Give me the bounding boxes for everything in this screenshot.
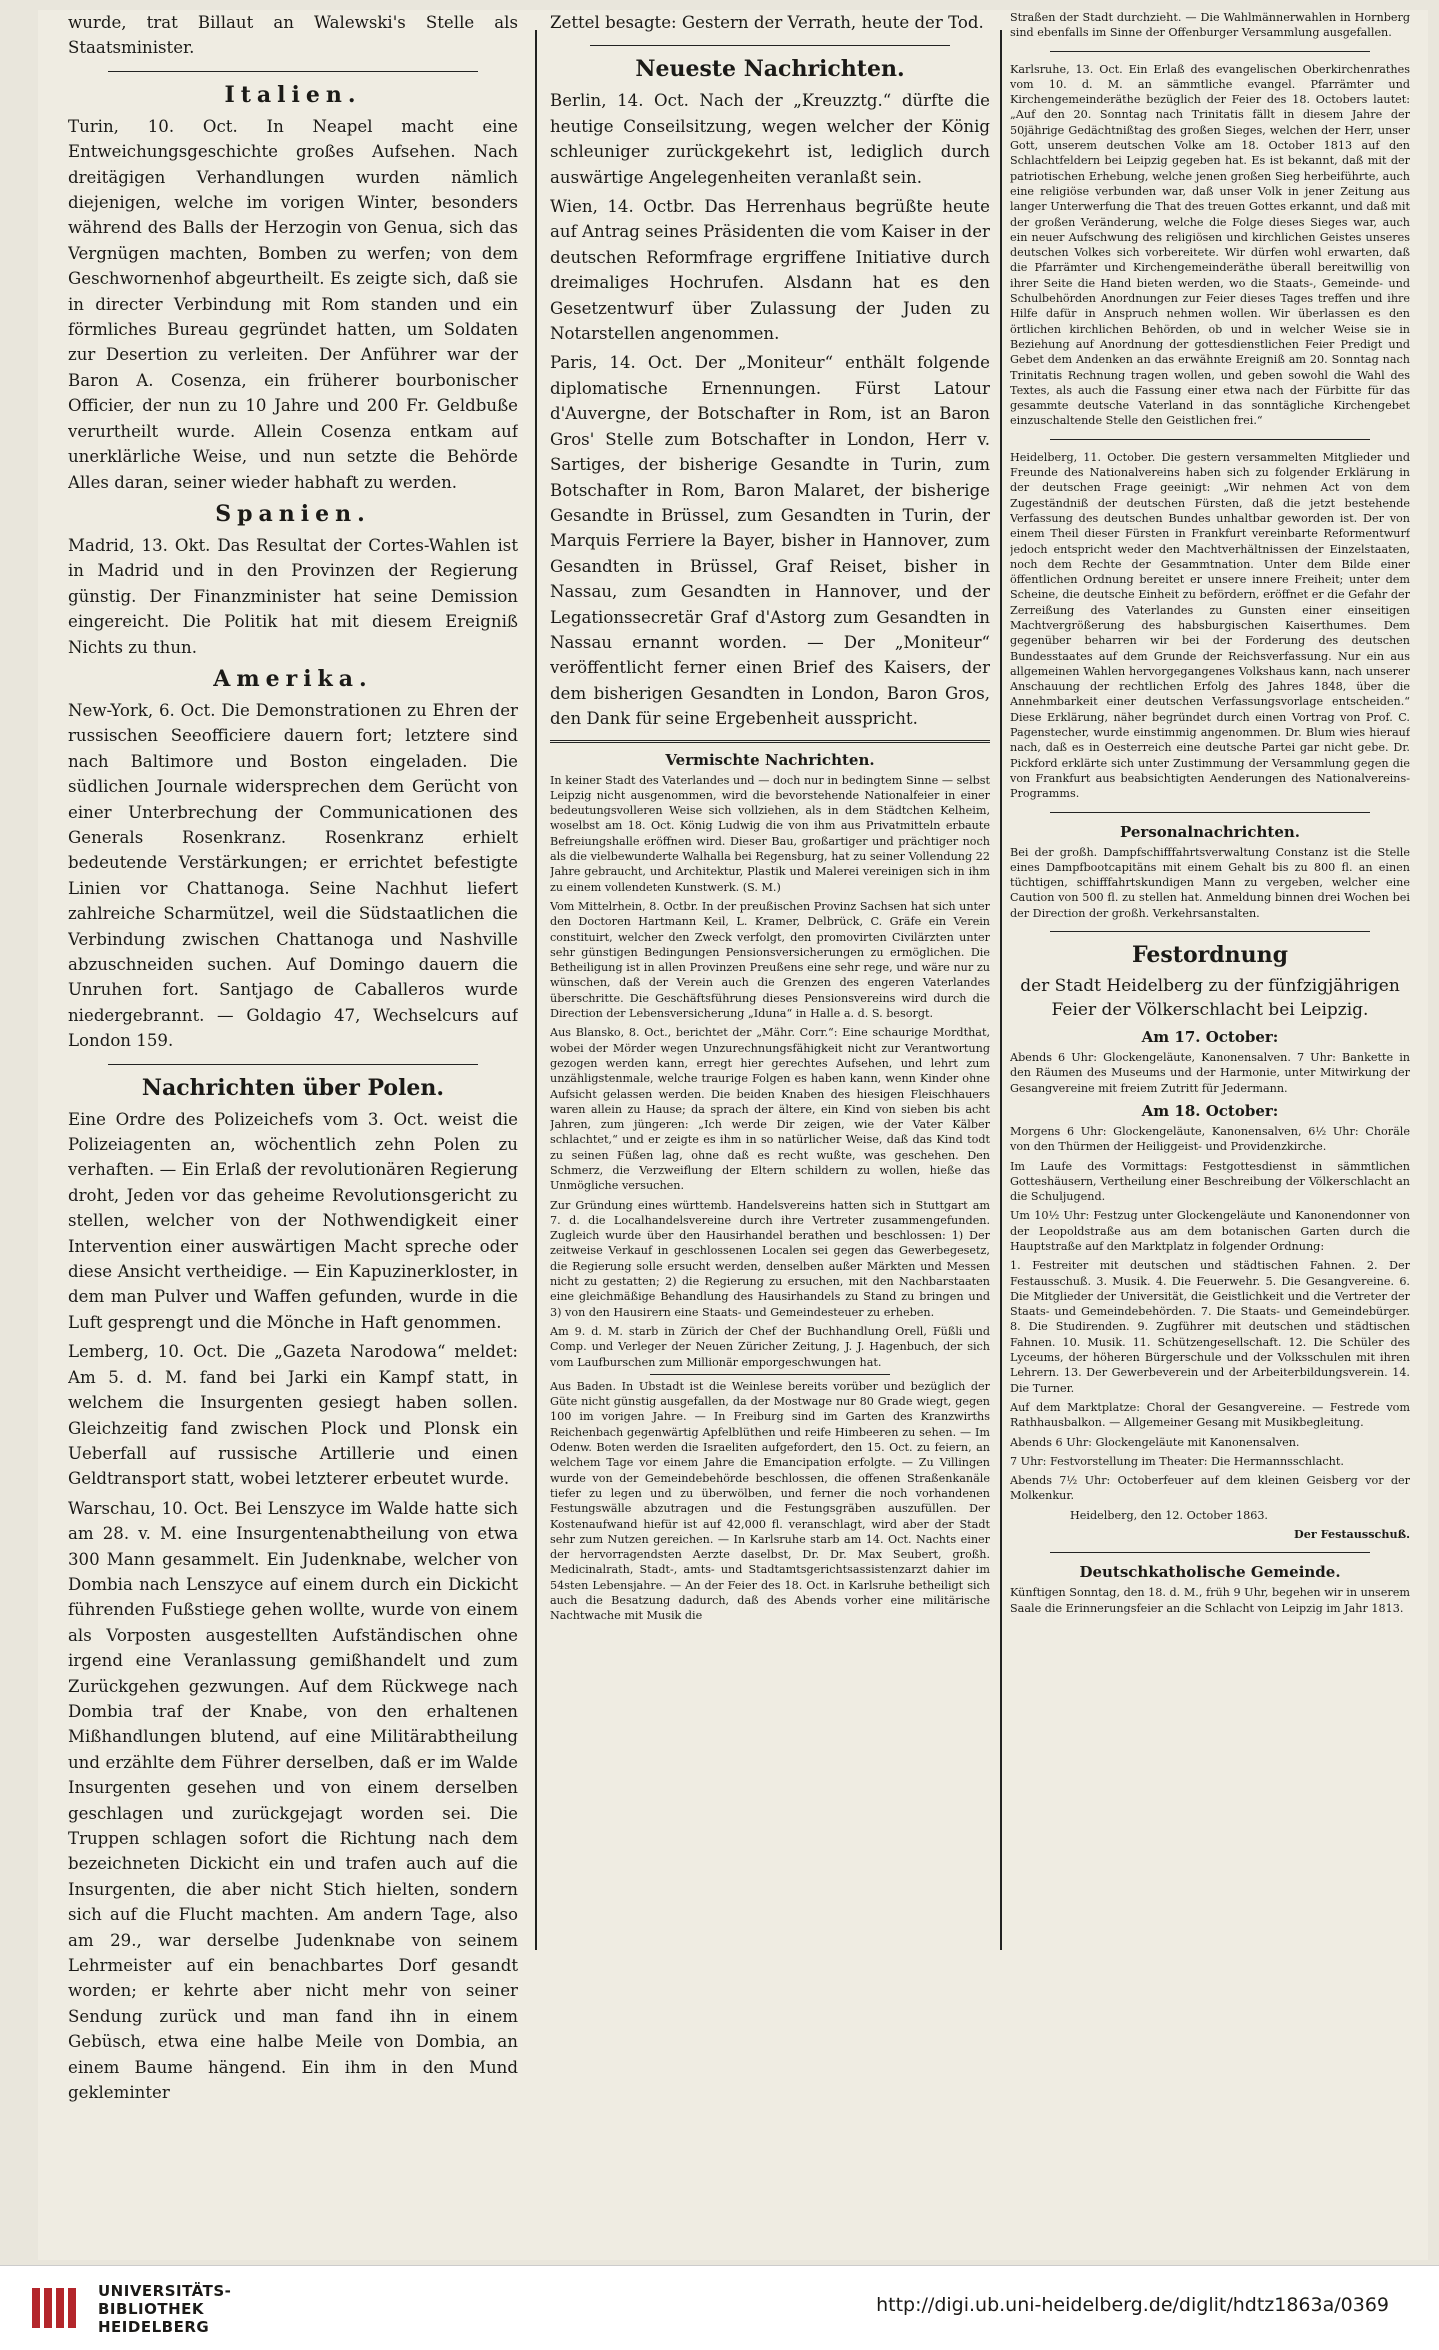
heading-am18: Am 18. October: xyxy=(1141,1101,1279,1120)
article-paragraph: Abends 6 Uhr: Glockengeläute mit Kanonensalven. xyxy=(1010,1435,1300,1449)
heading-am17: Am 17. October: xyxy=(1141,1028,1279,1047)
viewer-footer xyxy=(0,2265,1439,2350)
divider xyxy=(1050,931,1370,932)
article-paragraph: Eine Ordre des Polizeichefs vom 3. Oct. weist die Polizeiagenten an, wöchentlich zehn Polen zu verhaften. — Ein Erlaß der revolutionären Regierung droht, Jeden vor das geheime Revolutionsgericht zu stellen, welcher von der Nothwendigkeit einer Intervention einer auswärtigen Macht spreche oder diese Ansicht vertheidige. — Ein Kapuzinerkloster, in dem man Pulver und Waffen gefunden, wurde in die Luft gesprengt und die Mönche in Haft genommen. xyxy=(68,1109,518,1332)
article-paragraph: Aus Blansko, 8. Oct., berichtet der „Mähr. Corr.“: Eine schaurige Mordthat, wobei der Mörder wegen Unzurechnungsfähigkeit nicht zur Verantwortung gezogen werden kann, erregt hier gerechtes Aufsehen, und lehrt zum unzähligstenmale, welche traurige Folgen es haben kann, wenn Kinder ohne Aufsicht gelassen werden. Die beiden Knaben des hiesigen Fleischhauers waren allein zu Hause; da sprach der ältere, ein Kind von sieben bis acht Jahren, zum jüngeren: „Ich werde Dir zeigen, wie der Vater Kälber schlachtet,“ und er zeigte es ihm in so natürlicher Weise, daß das Kind todt zu seinen Füßen lag, ohne daß es recht wußte, was geschehen. Den Schmerz, die Verzweiflung der Eltern schildern zu wollen, hieße das Unmögliche versuchen. xyxy=(550,1026,990,1193)
library-name-line: BIBLIOTHEK xyxy=(98,2300,204,2318)
heading-deutschkatholische: Deutschkatholische Gemeinde. xyxy=(1079,1563,1341,1582)
article-paragraph: Am 9. d. M. starb in Zürich der Chef der Buchhandlung Orell, Füßli und Comp. und Verleger der Neuen Züricher Zeitung, J. J. Hagenbuch, der sich vom Laufburschen zum Millionär emporgeschwungen hat. xyxy=(550,1324,990,1369)
article-paragraph: Madrid, 13. Okt. Das Resultat der Cortes-Wahlen ist in Madrid und in den Provinzen der Regierung günstig. Der Finanzminister hat seine Demission eingereicht. Die Politik hat mit diesem Ereigniß Nichts zu thun. xyxy=(68,535,518,657)
article-paragraph: New-York, 6. Oct. Die Demonstrationen zu Ehren der russischen Seeofficiere dauern fort; letztere sind nach Baltimore und Boston eingeladen. Die südlichen Journale widersprechen dem Gerücht von einer Unterbrechung der Communicationen des Generals Rosenkranz. Rosenkranz erhielt bedeutende Verstärkungen; er errichtet befestigte Linien vor Chattanoga. Seine Nachhut liefert zahlreiche Scharmützel, weil die Südstaatlichen die Verbindung zwischen Chattanoga und Nashville abzuschneiden suchen. Auf Domingo dauern die Unruhen fort. Santjago de Caballeros wurde niedergebrannt. — Goldagio 47, Wechselcurs auf London 159. xyxy=(68,700,518,1051)
permalink-url[interactable]: http://digi.ub.uni-heidelberg.de/diglit/hdtz1863a/0369 xyxy=(876,2294,1389,2316)
column-rule xyxy=(535,30,537,1950)
festordnung-signature: Der Festausschuß. xyxy=(1294,1527,1410,1542)
article-paragraph: Heidelberg, 11. October. Die gestern versammelten Mitglieder und Freunde des Nationalvereins haben sich zu folgender Erklärung in der deutschen Frage geeinigt: „Wir nehmen Act von dem Zugeständniß der deutschen Fürsten, daß die jetzt bestehende Verfassung des deutschen Bundes unhaltbar geworden ist. Der von einem Theil dieser Fürsten in Frankfurt vereinbarte Reformentwurf jedoch entspricht weder den Machtverhältnissen der Einzelstaaten, noch dem Rechte der Gesammtnation. Unter dem Bilde einer öffentlichen Ordnung bereitet er unsere innere Freiheit; unter dem Scheine, die deutsche Einheit zu befördern, eröffnet er die Gefahr der Zerreißung des Vaterlandes zu Gunsten einer einseitigen Machtvergrößerung des habsburgischen Kaiserthumes. Dem gegenüber beharren wir bei der Forderung des deutschen Bundesstaates auf dem Grunde der Reichsverfassung. Nur ein aus allgemeinen Wahlen hervorgegangenes Volkshaus kann, nach unserer Anschauung der rechtlichen Erfolg des Jahres 1848, über die Annehmbarkeit einer deutschen Verfassungsvorlage entscheiden.“ Diese Erklärung, näher begründet durch einen Vortrag von Prof. C. Pagenstecher, wurde einstimmig angenommen. Dr. Blum wies hierauf nach, daß es in Oesterreich eine deutsche Partei gar nicht gebe. Dr. Pickford erklärte sich unter Zustimmung der Versammlung gegen die von Frankfurt aus beabsichtigten Aenderungen des Nationalvereins-Programms. xyxy=(1010,450,1410,801)
divider xyxy=(108,71,478,72)
divider xyxy=(1050,51,1370,52)
article-paragraph: Paris, 14. Oct. Der „Moniteur“ enthält folgende diplomatische Ernennungen. Fürst Latour d'Auvergne, der Botschafter in Rom, ist an Baron Gros' Stelle zum Botschafter in London, Herr v. Sartiges, der bisherige Gesandte in Turin, zum Botschafter in Rom, Baron Malaret, der bisherige Gesandte in Brüssel, zum Gesandten in Turin, der Marquis Ferriere la Bayer, bisher in Hannover, zum Gesandten in Brüssel, Graf Reiset, bisher in Nassau, zum Gesandten in Hannover, und der Legationssecretär Graf d'Astorg zum Gesandten in Nassau ernannt worden. — Der „Moniteur“ veröffentlicht ferner einen Brief des Kaisers, der dem bisherigen Gesandten in London, Baron Gros, den Dank für seine Ergebenheit ausspricht. xyxy=(550,353,990,729)
article-paragraph: Morgens 6 Uhr: Glockengeläute, Kanonensalven, 6½ Uhr: Choräle von den Thürmen der Heiliggeist- und Providenzkirche. xyxy=(1010,1124,1410,1154)
column-1 xyxy=(68,10,518,2109)
col1-intro: wurde, trat Billaut an Walewski's Stelle als Staatsminister. xyxy=(68,13,518,58)
article-paragraph: Im Laufe des Vormittags: Festgottesdienst in sämmtlichen Gotteshäusern, Vertheilung einer Beschreibung der Völkerschlacht an die Schuljugend. xyxy=(1010,1159,1410,1204)
divider xyxy=(1050,439,1370,440)
heading-amerika: Amerika. xyxy=(213,665,373,692)
divider xyxy=(550,740,990,743)
heading-italien: Italien. xyxy=(224,81,362,108)
article-paragraph: Lemberg, 10. Oct. Die „Gazeta Narodowa“ meldet: Am 5. d. M. fand bei Jarki ein Kampf statt, in welchem die Insurgenten gesiegt haben sollen. Gleichzeitig fand zwischen Plock und Plonsk ein Ueberfall auf russische Artillerie und einen Geldtransport statt, wobei letzterer erbeutet wurde. xyxy=(68,1342,518,1489)
divider xyxy=(650,1374,890,1375)
festordnung-date: Heidelberg, den 12. October 1863. xyxy=(1070,1508,1268,1522)
article-paragraph: Berlin, 14. Oct. Nach der „Kreuzztg.“ dürfte die heutige Conseilsitzung, wegen welcher der König schleuniger zurückgekehrt ist, lediglich durch auswärtige Angelegenheiten veranlaßt sein. xyxy=(550,91,990,187)
heading-vermischte: Vermischte Nachrichten. xyxy=(665,750,875,769)
article-paragraph: Turin, 10. Oct. In Neapel macht eine Entweichungsgeschichte großes Aufsehen. Nach dreitägigen Verhandlungen wurden nämlich diejenigen, welche im vorigen Winter, besonders während des Balls der Herzogin von Genua, sich das Vergnügen machten, Bomben zu werfen; von dem Geschwornenhof abgeurtheilt. Es zeigte sich, daß sie in directer Verbindung mit Rom standen und ein förmliches Bureau gegründet hatten, um Soldaten zur Desertion zu verleiten. Der Anführer war der Baron A. Cosenza, ein früherer bourbonischer Officier, der nun zu 10 Jahre und 200 Fr. Geldbuße verurtheilt wurde. Allein Cosenza entkam auf unerklärliche Weise, und nun setzte die Behörde Alles daran, seiner wieder habhaft zu werden. xyxy=(68,116,518,492)
library-name-line: HEIDELBERG xyxy=(98,2318,210,2336)
article-paragraph: Abends 6 Uhr: Glockengeläute, Kanonensalven. 7 Uhr: Bankette in den Räumen des Museums und der Harmonie, unter Mitwirkung der Gesangvereine mit freiem Zutritt für Jedermann. xyxy=(1010,1051,1410,1095)
heading-polen: Nachrichten über Polen. xyxy=(141,1074,445,1101)
library-name-line: UNIVERSITÄTS- xyxy=(98,2282,232,2300)
article-paragraph: Aus Baden. In Ubstadt ist die Weinlese bereits vorüber und bezüglich der Güte nicht günstig ausgefallen, da der Mostwage nur 80 Grade wiegt, gegen 100 im vorigen Jahre. — In Freiburg sind im Garten des Kranzwirths Reichenbach gegenwärtig Apfelblüthen und reife Himbeeren zu sehen. — Im Odenw. Boten werden die Israeliten aufgefordert, den 15. Oct. zu feiern, an welchem Tage vor einem Jahre die Emancipation erfolgte. — Zu Villingen wurde von der Gemeindebehörde beschlossen, die offenen Straßenkanäle tiefer zu legen und zu überwölben, und ferner die noch vorhandenen Festungswälle abzutragen und die Festungsgräben auszufüllen. Der Kostenaufwand hiefür ist auf 42,000 fl. veranschlagt, wird aber der Stadt sehr zum Nutzen gereichen. — In Karlsruhe starb am 14. Oct. Nachts einer der hervorragendsten Aerzte daselbst, Dr. Dr. Max Seubert, großh. Medicinalrath, Stadt-, amts- und Stadtamtsgerichtsassistenzarzt dahier im 54sten Lebensjahre. — An der Feier des 18. Oct. in Karlsruhe betheiligt sich auch die Besatzung dadurch, daß des Abends vorher eine militärische Nachtwache mit Musik die xyxy=(550,1379,990,1623)
article-paragraph: Um 10½ Uhr: Festzug unter Glockengeläute und Kanonendonner von der Leopoldstraße aus am dem botanischen Garten durch die Hauptstraße auf den Marktplatz in folgender Ordnung: xyxy=(1010,1209,1410,1253)
article-paragraph: Künftigen Sonntag, den 18. d. M., früh 9 Uhr, begehen wir in unserem Saale die Erinnerungsfeier an die Schlacht von Leipzig im Jahr 1813. xyxy=(1010,1586,1410,1615)
article-paragraph: Wien, 14. Octbr. Das Herrenhaus begrüßte heute auf Antrag seines Präsidenten die vom Kaiser in der deutschen Reformfrage ergriffene Initiative durch dreimaliges Hochrufen. Alsdann hat es den Gesetzentwurf über Zulassung der Juden zu Notarstellen angenommen. xyxy=(550,197,990,344)
column-2 xyxy=(550,10,990,1628)
divider xyxy=(590,45,950,46)
article-paragraph: Vom Mittelrhein, 8. Octbr. In der preußischen Provinz Sachsen hat sich unter den Doctoren Hartmann Keil, L. Kramer, Delbrück, C. Gräfe ein Verein constituirt, welcher den Zweck verfolgt, den promovirten Civilärzten unter sehr günstigen Bedingungen Pensionsversicherungen zu ermöglichen. Die Betheiligung ist in allen Provinzen Preußens eine sehr rege, und wäre nur zu wünschen, daß der Verein auch die Grenzen des engeren Vaterlandes überschritte. Die Geschäftsführung dieses Pensionsvereins wird durch die Direction der Lebensversicherung „Iduna“ in Halle a. d. S. besorgt. xyxy=(550,899,990,1021)
divider xyxy=(108,1064,478,1065)
library-name xyxy=(98,2282,231,2336)
article-paragraph: In keiner Stadt des Vaterlandes und — doch nur in bedingtem Sinne — selbst Leipzig nicht ausgenommen, wird die bevorstehende Nationalfeier in einer bedeutungsvolleren Weise sich vollziehen, als in dem Städtchen Kelheim, woselbst am 18. Oct. König Ludwig die von ihm aus Privatmitteln erbaute Befreiungshalle eröffnen wird. Dieser Bau, großartiger und prächtiger noch als die vielbewunderte Walhalla bei Regensburg, hat zu seiner Vollendung 22 Jahre gebraucht, und Architektur, Plastik und Malerei vereinigen sich in ihm zu einem vollendeten Kunstwerk. (S. M.) xyxy=(550,773,990,894)
col3-intro: Straßen der Stadt durchzieht. — Die Wahlmännerwahlen in Hornberg sind ebenfalls im Sinne der Offenburger Versammlung ausgefallen. xyxy=(1010,11,1410,40)
heading-festordnung: Festordnung xyxy=(1132,942,1288,969)
heading-personal: Personalnachrichten. xyxy=(1120,822,1300,841)
heading-spanien: Spanien. xyxy=(215,500,371,527)
column-3 xyxy=(1010,10,1410,1620)
column-rule xyxy=(1000,30,1002,1950)
article-paragraph: 1. Festreiter mit deutschen und städtischen Fahnen. 2. Der Festausschuß. 3. Musik. 4. Die Feuerwehr. 5. Die Gesangvereine. 6. Die Mitglieder der Universität, die Geistlichkeit und die Vertreter der Staats- und Gemeindebehörden. 7. Die Staats- und Gemeindebürger. 8. Die Studirenden. 9. Zugführer mit deutschen und städtischen Fahnen. 10. Musik. 11. Schützengesellschaft. 12. Die Schüler des Lyceums, der höheren Bürgerschule und der Volksschulen mit ihren Lehrern. 13. Der Gewerbeverein und der Arbeiterbildungsverein. 14. Die Turner. xyxy=(1010,1259,1410,1395)
col2-intro: Zettel besagte: Gestern der Verrath, heute der Tod. xyxy=(550,13,984,32)
article-paragraph: Auf dem Marktplatze: Choral der Gesangvereine. — Festrede vom Rathhausbalkon. — Allgemeiner Gesang mit Musikbegleitung. xyxy=(1010,1400,1410,1430)
university-library-logo-icon xyxy=(26,2280,82,2336)
article-paragraph: Karlsruhe, 13. Oct. Ein Erlaß des evangelischen Oberkirchenrathes vom 10. d. M. an sämmtliche evangel. Pfarrämter und Kirchengemeinderäthe bezüglich der Feier des 18. Octobers lautet: „Auf den 20. Sonntag nach Trinitatis fällt in diesem Jahre der 50jährige Gedächtnißtag des großen Sieges, welchen der Herr, unser Gott, unserem deutschen Volke am 18. October 1813 auf den Schlachtfeldern bei Leipzig gegeben hat. Es ist bekannt, daß mit der patriotischen Erhebung, welche jenen großen Sieg herbeiführte, auch eine religiöse verbunden war, daß unser Volk in jener Zeitung aus langer Unterwerfung die That des treuen Gottes erkannt, und daß mit der großen Veränderung, welche die Folge dieses Sieges war, auch ein neuer Aufschwung des religiösen und kirchlichen Geistes unseres deutschen Volkes sich vorbereitete. Wir dürfen wohl erwarten, daß die Pfarrämter und Kirchengemeinderäthe überall bereitwillig von ihrer Seite die Hand bieten werden, wo die Staats-, Gemeinde- und Schulbehörden Anordnungen zur Feier dieses Tages treffen und ihre Hilfe dafür in Anspruch nehmen wollen. Wir überlassen es den örtlichen kirchlichen Behörden, ob und in welcher Weise sie in Beziehung auf Anordnung der gottesdienstlichen Feier Predigt und Gebet dem Andenken an das erwähnte Ereigniß am 20. Sonntag nach Trinitatis Rechnung tragen wollen, und geben sowohl die Wahl des Textes, als auch die Fassung einer etwa nach der Fürbitte für das gesammte deutsche Vaterland in das sonntägliche Kirchengebet einzuschaltende Stelle den Geistlichen frei.“ xyxy=(1010,62,1410,428)
divider xyxy=(1050,1552,1370,1553)
heading-neueste: Neueste Nachrichten. xyxy=(635,56,905,83)
divider xyxy=(1050,812,1370,813)
article-paragraph: Bei der großh. Dampfschifffahrtsverwaltung Constanz ist die Stelle eines Dampfbootcapitäns mit einem Gehalt bis zu 800 fl. an einen tüchtigen, schifffahrtskundigen Mann zu vergeben, welcher eine Caution von 500 fl. zu stellen hat. Anmeldung binnen drei Wochen bei der Direction der großh. Verkehrsanstalten. xyxy=(1010,845,1410,920)
newspaper-page xyxy=(38,10,1428,2260)
article-paragraph: Zur Gründung eines württemb. Handelsvereins hatten sich in Stuttgart am 7. d. die Localhandelsvereine durch ihre Vertreter zusammengefunden. Zugleich wurde über den Hausirhandel berathen und beschlossen: 1) Der zeitweise Verkauf in geschlossenen Localen sei gegen das Gewerbegesetz, die Regierung solle ersucht werden, denselben außer Märkten und Messen nicht zu gestatten; 2) die Regierung zu ersuchen, mit den Nachbarstaaten eine gleichmäßige Behandlung des Hausirhandels zu Stand zu bringen und 3) von den Hausirern eine Staats- und Gemeindesteuer zu erheben. xyxy=(550,1198,990,1319)
festordnung-subtitle: der Stadt Heidelberg zu der fünfzigjährigen Feier der Völkerschlacht bei Leipzig. xyxy=(1020,976,1400,1021)
article-paragraph: Warschau, 10. Oct. Bei Lenszyce im Walde hatte sich am 28. v. M. eine Insurgentenabtheilung von etwa 300 Mann gesammelt. Ein Judenknabe, welcher von Dombia nach Lenszyce auf einem durch ein Dickicht führenden Fußstiege gehen wollte, wurde von einem als Vorposten ausgestellten Aufständischen ohne irgend eine Veranlassung gemißhandelt und zum Zurückgehen gezwungen. Auf dem Rückwege nach Dombia traf der Knabe, von den erhaltenen Mißhandlungen blutend, auf eine Militärabtheilung und erzählte dem Führer derselben, daß er im Walde Insurgenten gesehen und von einem derselben geschlagen und zurückgejagt worden sei. Die Truppen schlagen sofort die Richtung nach dem bezeichneten Dickicht ein und trafen auch auf die Insurgenten, die aber nicht Stich hielten, sondern sich auf die Flucht machten. Am andern Tage, also am 29., war derselbe Judenknabe von seinem Lehrmeister auf ein benachbartes Dorf gesandt worden; er kehrte aber nicht mehr von seiner Sendung zurück und man fand ihn in einem Gebüsch, etwa eine halbe Meile von Dombia, an einem Baume hängend. Ein ihm in den Mund gekleminter xyxy=(68,1498,518,2103)
article-paragraph: Abends 7½ Uhr: Octoberfeuer auf dem kleinen Geisberg vor der Molkenkur. xyxy=(1010,1474,1410,1503)
article-paragraph: 7 Uhr: Festvorstellung im Theater: Die Hermannsschlacht. xyxy=(1010,1454,1344,1468)
